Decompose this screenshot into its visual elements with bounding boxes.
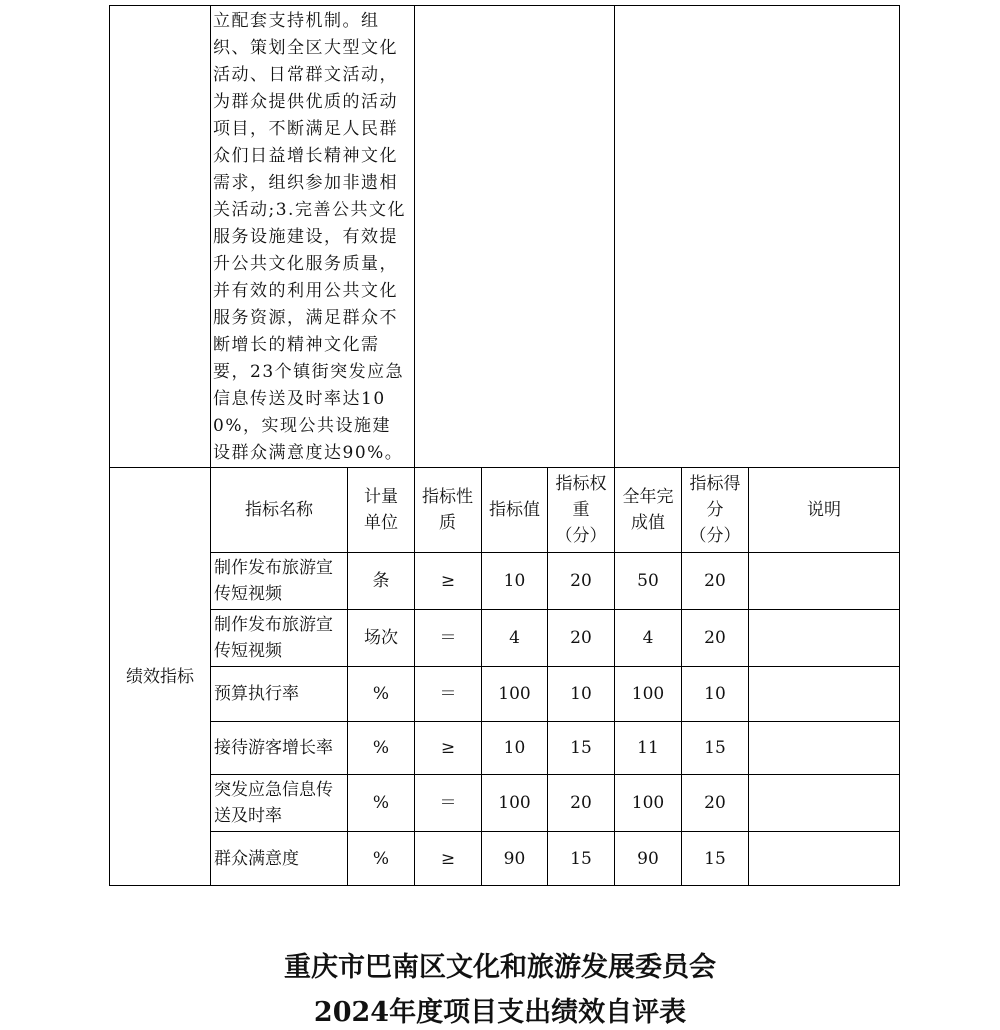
- row-4-name: 接待游客增长率: [214, 738, 333, 758]
- row-2-nature: ＝: [439, 628, 457, 648]
- row-2-weight: 20: [570, 628, 592, 648]
- row-5-score: 20: [704, 793, 726, 813]
- row-2-note: [749, 610, 899, 666]
- header-unit: 计量单位: [364, 487, 398, 533]
- row-5-note: [749, 775, 899, 831]
- row-1-unit: 条: [372, 571, 390, 591]
- row-2-actual: 4: [642, 628, 654, 648]
- row-3-score: 10: [704, 684, 726, 704]
- page-title: 重庆市巴南区文化和旅游发展委员会: [284, 952, 716, 983]
- row-4-weight: 15: [570, 738, 592, 758]
- row-5-nature: ＝: [439, 793, 457, 813]
- header-weight: 指标权重（分）: [555, 474, 607, 546]
- row-6-name: 群众满意度: [214, 848, 299, 869]
- row-6-actual: 90: [637, 848, 659, 869]
- row-4-actual: 11: [637, 738, 659, 758]
- row-2-unit: 场次: [364, 628, 398, 648]
- row-1-target: 10: [503, 571, 526, 591]
- section-label: 绩效指标: [126, 666, 194, 687]
- page-subtitle: 2024年度项目支出绩效自评表: [313, 997, 687, 1028]
- row-1-note: [749, 553, 899, 609]
- row-4-unit: %: [372, 738, 390, 758]
- row-5-weight: 20: [570, 793, 592, 813]
- header-target: 指标值: [489, 500, 540, 520]
- row-1-score: 20: [704, 571, 726, 591]
- row-4-note: [749, 722, 899, 774]
- row-6-nature: ≥: [440, 848, 456, 869]
- row-4-nature: ≥: [440, 738, 456, 758]
- row-1-weight: 20: [570, 571, 592, 591]
- row-2-name: 制作发布旅游宣传短视频: [214, 615, 333, 661]
- row-4-target: 10: [503, 738, 526, 758]
- row-2-score: 20: [704, 628, 726, 648]
- row-3-note: [749, 667, 899, 721]
- header-note: 说明: [807, 500, 841, 520]
- row-6-note: [749, 832, 899, 885]
- header-nature: 指标性质: [422, 487, 473, 533]
- row-5-unit: %: [372, 793, 390, 813]
- row-3-nature: ＝: [439, 684, 457, 704]
- row-6-score: 15: [704, 848, 726, 869]
- header-score: 指标得分（分）: [689, 474, 741, 546]
- row-6-unit: %: [372, 848, 390, 869]
- row-6-target: 90: [503, 848, 526, 869]
- row-6-weight: 15: [570, 848, 592, 869]
- row-1-actual: 50: [637, 571, 659, 591]
- row-5-target: 100: [498, 793, 531, 813]
- row-3-unit: %: [372, 684, 390, 704]
- row-5-name: 突发应急信息传送及时率: [214, 780, 333, 826]
- row-3-actual: 100: [631, 684, 665, 704]
- row-3-weight: 10: [570, 684, 592, 704]
- row-3-name: 预算执行率: [214, 684, 299, 704]
- header-actual: 全年完成值: [622, 487, 674, 533]
- row-4-score: 15: [704, 738, 726, 758]
- row-1-name: 制作发布旅游宣传短视频: [214, 558, 333, 604]
- row-5-actual: 100: [631, 793, 665, 813]
- row-2-target: 4: [509, 628, 520, 648]
- row-3-target: 100: [498, 684, 531, 704]
- continuation-text: 立配套支持机制。组织、策划全区大型文化活动、日常群文活动，为群众提供优质的活动项目，不断满足人民群众们日益增长精神文化需求，组织参加非遗相关活动;3.完善公共文化服务设施建设，有效提升公共文化服务质量，并有效的利用公共文化服务资源，满足群众不断增长的精神文化需要，23个镇街突发应急信息传送及时率达100%，实现公共设施建设群众满意度达90%。: [213, 11, 406, 463]
- row-1-nature: ≥: [440, 571, 456, 591]
- header-name: 指标名称: [245, 500, 313, 520]
